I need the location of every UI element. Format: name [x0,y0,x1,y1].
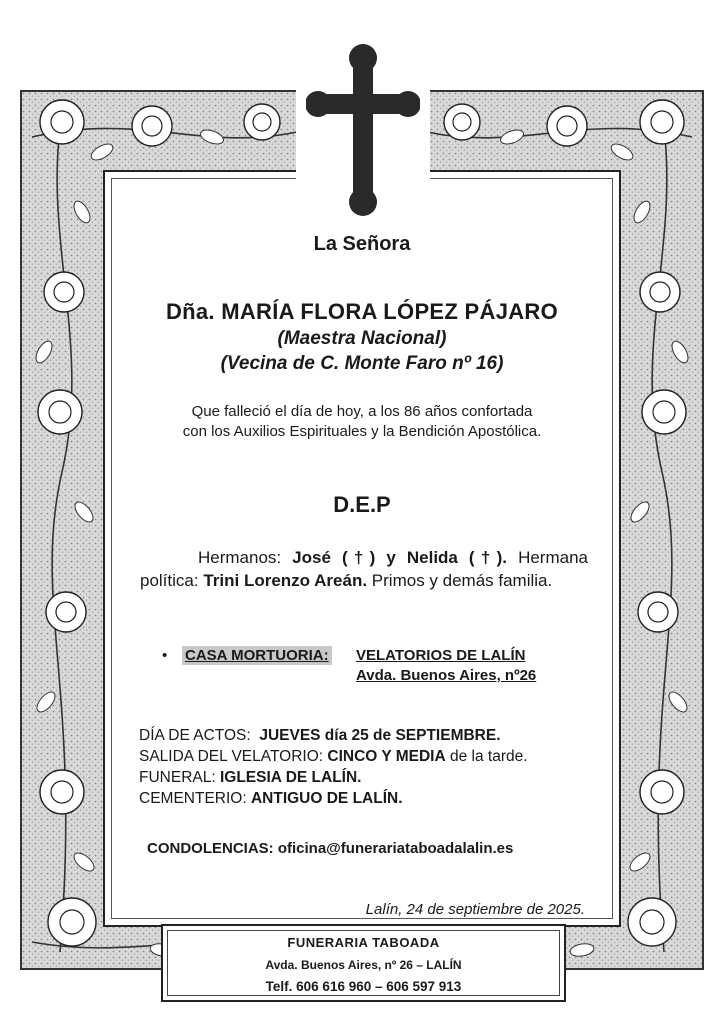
announcement [0,402,724,442]
funeral-home-box [161,924,566,1002]
acts-day-value: JUEVES día 25 de SEPTIEMBRE. [259,727,501,744]
family-in-law-name: Trini Lorenzo Areán. [203,571,368,590]
family-in-law-label: Hermana política: [140,548,588,590]
acts-schedule [139,725,528,809]
family-paragraph [140,546,588,592]
funeral-home-phone: Telf. 606 616 960 – 606 597 913 [265,979,462,994]
condolences-label: CONDOLENCIAS: [147,840,274,857]
family-siblings: José (†) y Nelida (†). [292,548,508,567]
announcement-line-1: Que falleció el día de hoy, a los 86 años confortada [191,403,533,420]
acts-cementerio-value: ANTIGUO DE LALÍN. [250,790,403,807]
dep-heading: D.E.P [333,492,391,517]
acts-salida-value: CINCO Y MEDIA [327,748,446,765]
condolences [147,840,513,857]
announcement-line-2: con los Auxilios Espirituales y la Bendición Apostólica. [182,423,542,440]
deceased-residence: (Vecina de C. Monte Faro nº 16) [220,353,504,374]
acts-funeral-label: FUNERAL: [139,769,216,786]
funeral-home-address: Avda. Buenos Aires, nº 26 – LALÍN [265,958,462,972]
bullet-icon: • [162,647,168,664]
condolences-email[interactable]: oficina@funerariataboadalalin.es [277,840,514,857]
page-title: La Señora [313,233,411,255]
acts-day-label: DÍA DE ACTOS: [139,727,251,744]
acts-funeral-value: IGLESIA DE LALÍN. [219,769,362,786]
casa-mortuoria-address: Avda. Buenos Aires, nº26 [356,667,537,684]
family-closing: Primos y demás familia. [371,571,553,590]
acts-day [139,725,528,746]
deceased-name: Dña. MARÍA FLORA LÓPEZ PÁJARO [165,299,559,324]
deceased-profession: (Maestra Nacional) [277,328,447,349]
place-date: Lalín, 24 de septiembre de 2025. [365,901,585,918]
acts-salida [139,746,528,767]
acts-funeral [139,767,528,788]
cross-icon [306,44,420,216]
acts-salida-suffix: de la tarde. [449,748,528,765]
acts-cementerio-label: CEMENTERIO: [139,790,247,807]
casa-mortuoria-label: CASA MORTUORIA: [182,646,332,665]
acts-cementerio [139,788,528,809]
acts-salida-label: SALIDA DEL VELATORIO: [139,748,324,765]
casa-mortuoria-venue: VELATORIOS DE LALÍN [356,647,526,664]
funeral-home-name: FUNERARIA TABOADA [287,935,440,950]
family-lead: Hermanos: [198,548,282,567]
